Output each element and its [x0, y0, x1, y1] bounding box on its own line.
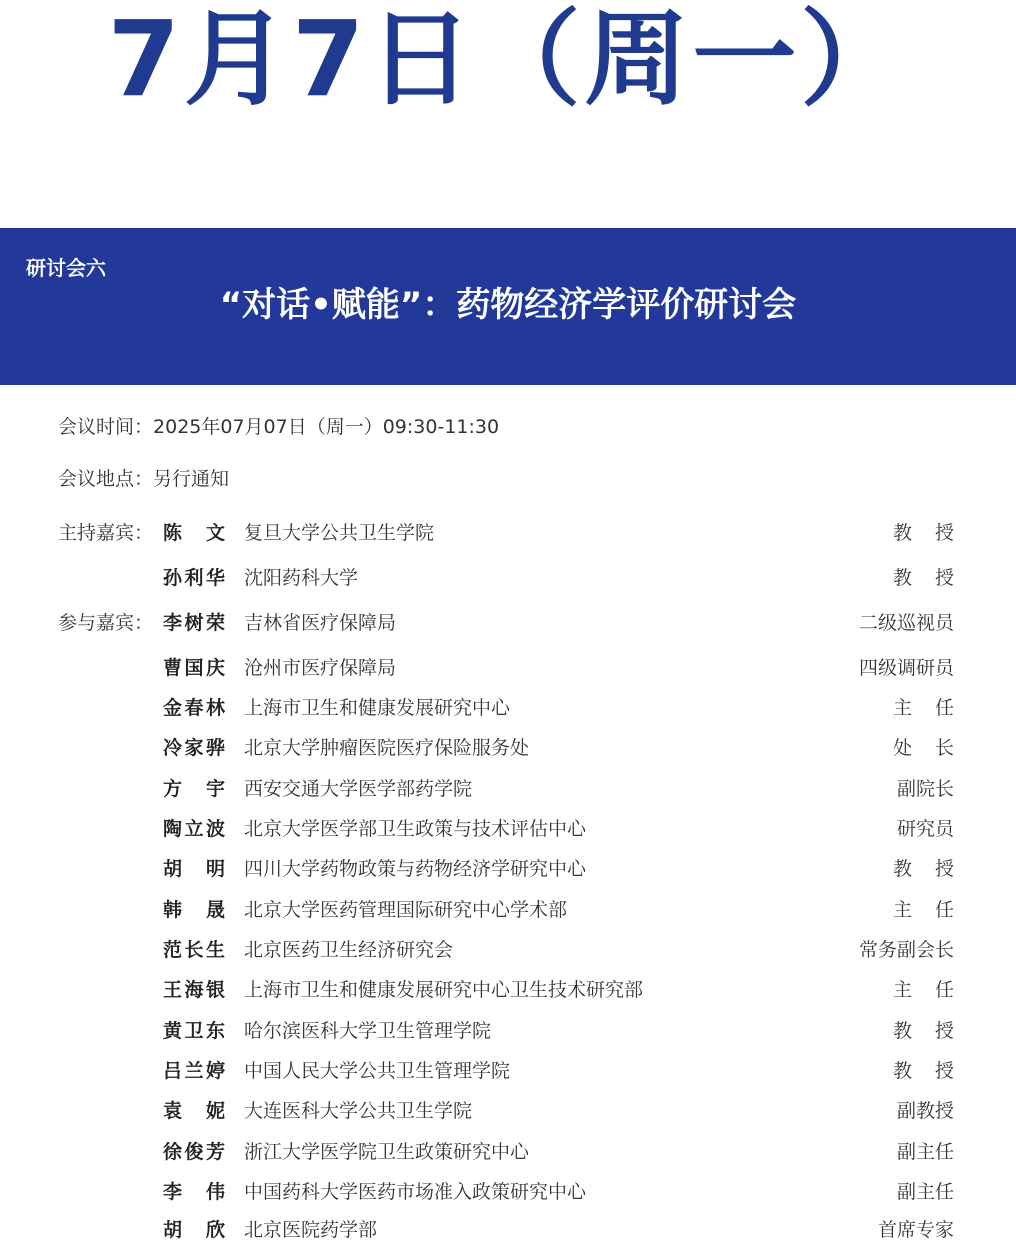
guest-name: 胡明 [163, 858, 225, 880]
guest-name: 范长生 [163, 939, 225, 961]
guest-org: 哈尔滨医科大学卫生管理学院 [244, 1020, 492, 1042]
guest-org: 中国药科大学医药市场准入政策研究中心 [244, 1181, 587, 1203]
guest-org: 西安交通大学医学部药学院 [244, 778, 473, 800]
guest-org: 北京大学医学部卫生政策与技术评估中心 [244, 818, 587, 840]
seminar-tag: 研讨会六 [26, 256, 106, 280]
guest-title: 处长 [893, 737, 954, 759]
guest-title: 副主任 [896, 1181, 954, 1203]
guest-name: 方宇 [163, 778, 225, 800]
guest-org: 复旦大学公共卫生学院 [244, 522, 435, 544]
guest-org: 北京医药卫生经济研究会 [244, 939, 454, 961]
guest-org: 大连医科大学公共卫生学院 [244, 1100, 473, 1122]
guest-name: 王海银 [163, 979, 225, 1001]
participant-row [0, 935, 1016, 965]
host-row [0, 518, 1016, 548]
host-role-label: 主持嘉宾： [58, 522, 154, 544]
guest-name: 袁妮 [163, 1100, 225, 1122]
guest-org: 中国人民大学公共卫生管理学院 [244, 1060, 511, 1082]
meeting-place [58, 466, 229, 492]
participant-row [0, 1096, 1016, 1126]
meeting-time-value: 2025年07月07日（周一）09:30-11:30 [153, 416, 500, 438]
seminar-banner [0, 228, 1016, 385]
guest-title: 教授 [893, 567, 954, 589]
participant-row [0, 1215, 1016, 1245]
guest-title: 副院长 [896, 778, 954, 800]
guest-title: 教授 [893, 1060, 954, 1082]
meeting-place-label: 会议地点： [58, 468, 154, 490]
guest-title: 教授 [893, 522, 954, 544]
guest-name: 曹国庆 [163, 657, 225, 679]
host-row [0, 563, 1016, 593]
guest-name: 胡欣 [163, 1219, 225, 1241]
guest-title: 四级调研员 [858, 657, 954, 679]
guest-org: 上海市卫生和健康发展研究中心卫生技术研究部 [244, 979, 644, 1001]
guest-name: 李树荣 [163, 612, 225, 634]
guest-title: 副教授 [896, 1100, 954, 1122]
guest-org: 北京医院药学部 [244, 1219, 378, 1241]
participant-row [0, 1137, 1016, 1167]
participant-row [0, 693, 1016, 723]
guest-name: 陈文 [163, 522, 225, 544]
participant-row [0, 653, 1016, 683]
guest-name: 韩晟 [163, 899, 225, 921]
guest-title: 教授 [893, 858, 954, 880]
guest-org: 四川大学药物政策与药物经济学研究中心 [244, 858, 587, 880]
guest-name: 黄卫东 [163, 1020, 225, 1042]
guest-title: 常务副会长 [858, 939, 954, 961]
participant-row [0, 1016, 1016, 1046]
guest-name: 陶立波 [163, 818, 225, 840]
participant-row [0, 733, 1016, 763]
date-title: 7月7日（周一） [107, 0, 909, 120]
meeting-time [58, 414, 499, 440]
guest-org: 沧州市医疗保障局 [244, 657, 397, 679]
guest-org: 沈阳药科大学 [244, 567, 359, 589]
guest-title: 二级巡视员 [858, 612, 954, 634]
guest-org: 北京大学肿瘤医院医疗保险服务处 [244, 737, 530, 759]
guest-title: 研究员 [896, 818, 954, 840]
guest-title: 教授 [893, 1020, 954, 1042]
guest-name: 徐俊芳 [163, 1141, 225, 1163]
participant-row [0, 774, 1016, 804]
participant-row [0, 608, 1016, 638]
guest-name: 金春林 [163, 697, 225, 719]
participant-row [0, 1056, 1016, 1086]
guest-title: 首席专家 [877, 1219, 954, 1241]
guest-org: 吉林省医疗保障局 [244, 612, 397, 634]
guest-name: 李伟 [163, 1181, 225, 1203]
guest-name: 孙利华 [163, 567, 225, 589]
guest-org: 北京大学医药管理国际研究中心学术部 [244, 899, 568, 921]
participant-row [0, 895, 1016, 925]
guest-org: 浙江大学医学院卫生政策研究中心 [244, 1141, 530, 1163]
participant-row [0, 1177, 1016, 1207]
guest-name: 吕兰婷 [163, 1060, 225, 1082]
guest-title: 主任 [893, 899, 954, 921]
guest-name: 冷家骅 [163, 737, 225, 759]
meeting-time-label: 会议时间： [58, 416, 154, 438]
participant-row [0, 854, 1016, 884]
guest-title: 副主任 [896, 1141, 954, 1163]
guest-title: 主任 [893, 697, 954, 719]
seminar-title: “对话•赋能”：药物经济学评价研讨会 [219, 285, 797, 325]
participant-row [0, 975, 1016, 1005]
participant-row [0, 814, 1016, 844]
guest-org: 上海市卫生和健康发展研究中心 [244, 697, 511, 719]
participant-role-label: 参与嘉宾： [58, 612, 154, 634]
meeting-place-value: 另行通知 [153, 468, 230, 490]
guest-title: 主任 [893, 979, 954, 1001]
